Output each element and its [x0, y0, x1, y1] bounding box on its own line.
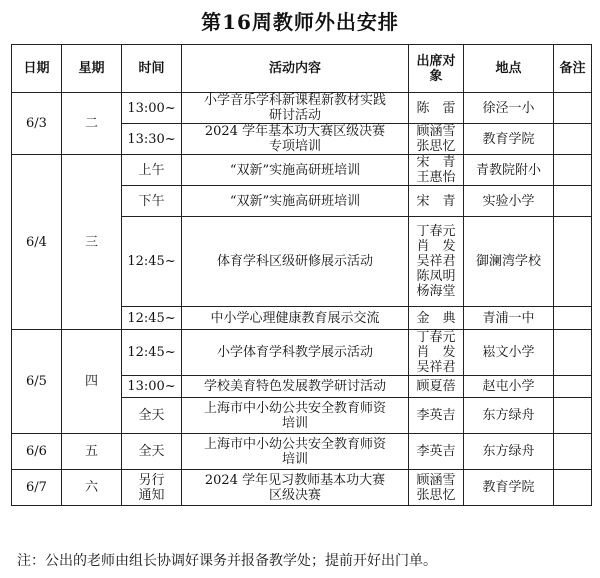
line: 2024 学年基本功大赛区级决赛: [204, 124, 386, 139]
location-cell: 教育学院: [464, 124, 554, 155]
header-remark: 备注: [554, 45, 592, 93]
line: 李英吉: [416, 408, 456, 423]
line: 体育学科区级研修展示活动: [216, 254, 373, 269]
time-cell: [122, 124, 182, 155]
line: 宋 青: [416, 193, 456, 209]
location-cell: 赵屯小学: [464, 376, 554, 398]
line: 宋 青: [416, 155, 456, 170]
date-cell: 6/5: [12, 330, 62, 434]
footer-note: 注：公出的老师由组长协调好课务并报备教学处；提前开好出门单。: [17, 553, 437, 569]
line: 上海市中小幼公共安全教育师资: [203, 436, 386, 452]
line: 吴祥君: [416, 360, 456, 375]
time-cell: [122, 376, 182, 398]
line: 12:45~: [127, 254, 176, 269]
location-cell: 实验小学: [464, 186, 554, 217]
attendee-cell: [409, 124, 464, 155]
line: 肖 发: [416, 239, 456, 254]
attendee-cell: [409, 470, 464, 506]
line: 肖 发: [416, 345, 456, 360]
line: 李英吉: [416, 444, 456, 459]
activity-cell: [182, 155, 409, 186]
remark-cell: [554, 217, 592, 307]
schedule-table: [11, 44, 592, 506]
location-cell: 教育学院: [464, 470, 554, 506]
header-attendee: 出席对象: [409, 45, 464, 93]
line: 2024 学年见习教师基本功大赛: [204, 472, 386, 488]
time-cell: [122, 470, 182, 506]
header-time: 时间: [122, 45, 182, 93]
header-activity: 活动内容: [182, 45, 409, 93]
remark-cell: [554, 376, 592, 398]
location-cell: 御澜湾学校: [464, 217, 554, 307]
weekday-cell: 五: [62, 434, 122, 470]
activity-cell: [182, 398, 409, 434]
date-cell: 6/6: [12, 434, 62, 470]
line: 顾夏蓓: [416, 379, 456, 394]
line: 12:45~: [127, 345, 176, 360]
activity-cell: [182, 307, 409, 330]
attendee-cell: [409, 398, 464, 434]
remark-cell: [554, 470, 592, 506]
page-title: 第16周教师外出安排: [201, 10, 399, 34]
remark-cell: [554, 330, 592, 376]
line: 杨海堂: [416, 284, 456, 299]
time-cell: [122, 307, 182, 330]
remark-cell: [554, 307, 592, 330]
line: 张思忆: [416, 487, 456, 503]
line: 陈 雷: [416, 100, 456, 116]
activity-cell: [182, 93, 409, 124]
line: 顾涵雪: [416, 472, 456, 488]
line: 全天: [138, 408, 165, 423]
line: 张思忆: [416, 139, 456, 154]
line: 上午: [138, 162, 165, 178]
time-cell: [122, 434, 182, 470]
attendee-cell: [409, 330, 464, 376]
header-weekday: 星期: [62, 45, 122, 93]
line: 另行: [138, 472, 165, 488]
location-cell: 青教院附小: [464, 155, 554, 186]
line: 13:00~: [127, 100, 176, 116]
activity-cell: [182, 124, 409, 155]
date-cell: 6/3: [12, 93, 62, 155]
time-cell: [122, 398, 182, 434]
line: “双新”实施高研班培训: [229, 162, 361, 178]
activity-cell: [182, 376, 409, 398]
line: 全天: [138, 444, 165, 459]
line: 金 典: [416, 310, 456, 326]
line: 通知: [138, 487, 165, 503]
line: 丁春元: [416, 224, 456, 239]
weekday-cell: 三: [62, 155, 122, 330]
time-cell: [122, 93, 182, 124]
schedule-body: [12, 93, 592, 506]
time-cell: [122, 330, 182, 376]
table-row: [12, 330, 592, 376]
activity-cell: [182, 434, 409, 470]
attendee-cell: [409, 434, 464, 470]
time-cell: [122, 217, 182, 307]
line: 学校美育特色发展教学研讨活动: [203, 379, 386, 394]
header-row: [12, 45, 592, 93]
line: 顾涵雪: [416, 124, 456, 139]
line: 12:45~: [127, 310, 176, 326]
table-row: [12, 470, 592, 506]
line: “双新”实施高研班培训: [229, 193, 361, 209]
activity-cell: [182, 470, 409, 506]
line: 13:30~: [127, 131, 176, 147]
activity-cell: [182, 330, 409, 376]
line: 小学音乐学科新课程新教材实践: [203, 93, 386, 108]
remark-cell: [554, 186, 592, 217]
location-cell: 青浦一中: [464, 307, 554, 330]
line: 丁春元: [416, 330, 456, 345]
weekday-cell: 二: [62, 93, 122, 155]
date-cell: 6/7: [12, 470, 62, 506]
table-row: [12, 434, 592, 470]
remark-cell: [554, 124, 592, 155]
attendee-cell: [409, 217, 464, 307]
weekday-cell: 六: [62, 470, 122, 506]
line: 下午: [138, 193, 165, 209]
line: 培训: [281, 415, 308, 431]
location-cell: 东方绿舟: [464, 434, 554, 470]
table-row: [12, 93, 592, 124]
attendee-cell: [409, 93, 464, 124]
line: 陈凤明: [416, 269, 456, 284]
activity-cell: [182, 186, 409, 217]
attendee-cell: [409, 307, 464, 330]
header-date: 日期: [12, 45, 62, 93]
line: 王惠怡: [416, 170, 456, 185]
remark-cell: [554, 93, 592, 124]
remark-cell: [554, 434, 592, 470]
location-cell: 徐泾一小: [464, 93, 554, 124]
line: 小学体育学科教学展示活动: [216, 345, 373, 360]
time-cell: [122, 186, 182, 217]
weekday-cell: 四: [62, 330, 122, 434]
activity-cell: [182, 217, 409, 307]
line: 区级决赛: [268, 487, 321, 503]
line: 培训: [281, 451, 308, 467]
location-cell: 崧文小学: [464, 330, 554, 376]
line: 上海市中小幼公共安全教育师资: [203, 400, 386, 416]
line: 中小学心理健康教育展示交流: [210, 310, 380, 326]
date-cell: 6/4: [12, 155, 62, 330]
table-row: [12, 155, 592, 186]
line: 13:00~: [127, 379, 176, 394]
attendee-cell: [409, 186, 464, 217]
line: 专项培训: [268, 139, 321, 154]
time-cell: [122, 155, 182, 186]
location-cell: 东方绿舟: [464, 398, 554, 434]
header-location: 地点: [464, 45, 554, 93]
remark-cell: [554, 155, 592, 186]
line: 研讨活动: [268, 108, 321, 123]
attendee-cell: [409, 376, 464, 398]
attendee-cell: [409, 155, 464, 186]
line: 吴祥君: [416, 254, 456, 269]
remark-cell: [554, 398, 592, 434]
